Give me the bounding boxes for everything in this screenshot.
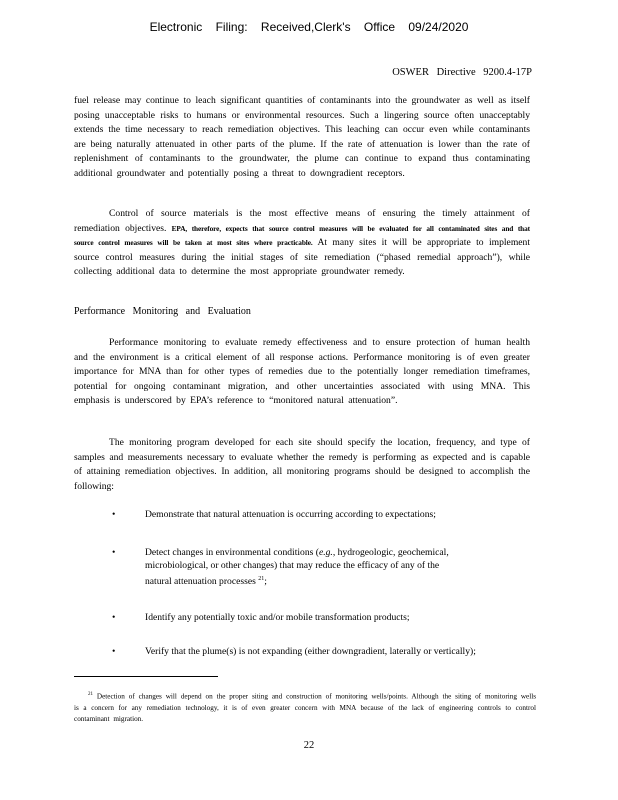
performance-monitoring-text: Performance monitoring to evaluate remedy effectiveness and to ensure protection of human health and the environment is a critical element of all response actions. Performance monitoring is of even greater importance for MNA than for other types of remedies due to the potentially longer remediation timeframes, potential for ongoing contaminant migration, and other uncertainties associated with using MNA. This emphasis is underscored by EPA’s reference to “monitored natural attenuation”. — [74, 337, 530, 406]
bullet-text: Verify that the plume(s) is not expanding (either downgradient, laterally or vertically); — [145, 645, 476, 657]
footnote-text: Detection of changes will depend on the proper siting and construction of monitoring wells/points. Although the siting of monitoring wells is a concern for any remediation technology, it is of even greater concern with MNA because of the lack of engineering controls to control contaminant migration. — [74, 692, 536, 724]
list-item — [74, 611, 475, 625]
source-control-expectation-bold: EPA, therefore, expects that source control measures will be evaluated for all contaminated sites and that source control measures will be taken at most sites where practicable. — [74, 223, 531, 247]
bullet-icon: • — [112, 645, 116, 657]
list-item — [74, 508, 445, 522]
bullet-icon: • — [112, 509, 116, 520]
section-heading: Performance Monitoring and Evaluation — [74, 306, 251, 317]
bullet-text-end: ; — [264, 575, 267, 587]
paragraph-performance-monitoring — [74, 336, 530, 409]
bullet-icon: • — [112, 546, 116, 558]
paragraph-monitoring-program — [74, 436, 530, 494]
list-item — [74, 645, 507, 659]
bullet-text-start: Detect changes in environmental conditions ( — [145, 546, 319, 558]
bullet-icon: • — [112, 612, 116, 624]
footnote-number: 21 — [88, 692, 93, 697]
list-item — [74, 546, 461, 589]
bullet-text-eg: e.g. — [318, 546, 333, 558]
paragraph-source-leaching: fuel release may continue to leach significant quantities of contaminants into the groundwater as well as itself posing unacceptable risks to humans or environmental resources. Such a lingering source often unacceptably extends the time necessary to reach remediation objectives. This leaching can occur even while contaminants are being naturally attenuated in other parts of the plume. If the rate of attenuation is lower than the rate of replenishment of contaminants to the groundwater, the plume can continue to expand thus contaminating additional groundwater and potentially posing a threat to downgradient receptors. — [74, 95, 530, 179]
source-control-text-start: Control of source materials is the most effective means of ensuring the timely attainment of remediation objectives. — [74, 208, 530, 234]
paragraph-source-control — [74, 207, 530, 280]
footnote — [74, 689, 536, 726]
bullet-text-rest: , hydrogeologic, geochemical, microbiological, or other changes) that may reduce the efficacy of any of the natural attenuation processes — [145, 546, 449, 587]
footnote-divider — [74, 676, 218, 677]
filing-stamp-header: Electronic Filing: Received,Clerk's Office 09/24/2020 — [149, 20, 469, 34]
bullet-text: Identify any potentially toxic and/or mobile transformation products; — [145, 612, 410, 624]
page-number: 22 — [303, 740, 315, 751]
monitoring-program-text: The monitoring program developed for each site should specify the location, frequency, and type of samples and measurements necessary to evaluate whether the remedy is performing as expected and is capable of attaining remediation objectives. In addition, all monitoring programs should be designed to accomplish the following: — [74, 437, 530, 492]
bullet-text: Demonstrate that natural attenuation is occurring according to expectations; — [145, 509, 436, 520]
source-control-text-end: At many sites it will be appropriate to implement source control measures during the initial stages of site remediation (“phased remedial approach”), while collecting additional data to determine the most appropriate groundwater remedy. — [74, 237, 530, 277]
directive-number: OSWER Directive 9200.4-17P — [392, 67, 532, 78]
footnote-reference[interactable]: 21 — [258, 575, 265, 582]
monitoring-objectives-list — [74, 508, 530, 678]
